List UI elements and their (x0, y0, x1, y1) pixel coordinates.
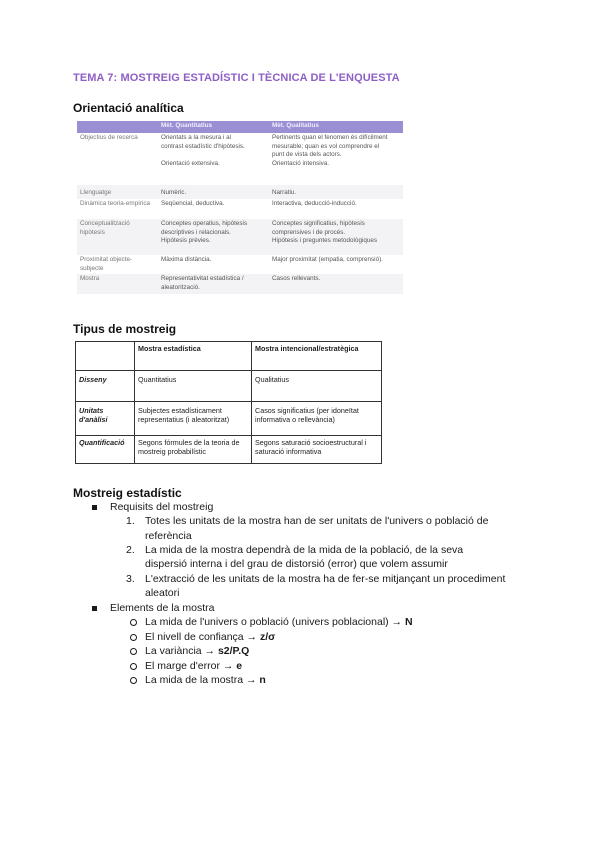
table-row (76, 402, 382, 436)
row-label: Proximitat objecte-subjecte (77, 255, 158, 274)
row-label: Conceptualització hipòtesis (77, 219, 158, 255)
header-cell: Mostra estadística (135, 342, 252, 371)
table-cell: Segons fórmules de la teoria de mostreig probabilístic (135, 436, 252, 464)
table-cell: Representativitat estadística / aleatorització. (158, 274, 269, 294)
list-item: Requisits del mostreig (110, 500, 213, 515)
table-row (76, 371, 382, 402)
row-label: Mostra (77, 274, 158, 294)
table-cell: Qualitatius (252, 371, 382, 402)
list-item-continuation: aleatori (145, 587, 180, 599)
row-label: Quantificació (76, 436, 135, 464)
table-cell: Major proximitat (empatia, comprensió). (269, 255, 403, 274)
heading-orientacio: Orientació analítica (73, 101, 184, 115)
table-row (77, 185, 403, 199)
list-item: 3. L'extracció de les unitats de la mostra ha de fer-se mitjançant un procediment (126, 573, 506, 585)
table-cell: Seqüencial, deductiva. (158, 199, 269, 219)
row-label: Dinàmica teoria-empírica (77, 199, 158, 219)
circle-bullet-icon (130, 677, 137, 684)
table-cell: Numèric. (158, 185, 269, 199)
list-item: El nivell de confiança → z/σ (145, 630, 275, 645)
list-item: La variància → s2/P.Q (145, 644, 249, 659)
table-cell: Narratiu. (269, 185, 403, 199)
circle-bullet-icon (130, 663, 137, 670)
table-header-row (76, 342, 382, 371)
orientation-table (77, 121, 403, 294)
table-cell: Segons saturació socioestructural i saturació informativa (252, 436, 382, 464)
square-bullet-icon (92, 505, 97, 510)
heading-mostreig: Mostreig estadístic (73, 486, 182, 500)
table-row (77, 274, 403, 294)
table-cell: Quantitatius (135, 371, 252, 402)
table-cell: Casos significatius (per idoneïtat informativa o rellevància) (252, 402, 382, 436)
header-cell: Mèt. Qualitatius (269, 121, 403, 133)
list-item-continuation: referència (145, 530, 192, 542)
table-header-row (77, 121, 403, 133)
table-row (77, 199, 403, 219)
header-cell (76, 342, 135, 371)
table-cell: Subjectes estadísticament representatius (i aleatoritzat) (135, 402, 252, 436)
table-cell: Pertinents quan el fenomen és difícilment mesurable; quan es vol comprendre el punt de vista dels actors. Orientació intensiva. (269, 133, 403, 185)
circle-bullet-icon (130, 634, 137, 641)
circle-bullet-icon (130, 648, 137, 655)
list-item: El marge d'error → e (145, 659, 242, 674)
table-cell: Orientats a la mesura i al contrast estadístic d'hipòtesis. Orientació extensiva. (158, 133, 269, 185)
header-cell (77, 121, 158, 133)
table-cell: Casos rellevants. (269, 274, 403, 294)
header-cell: Mostra intencional/estratègica (252, 342, 382, 371)
header-cell: Mèt. Quantitatius (158, 121, 269, 133)
table-cell: Conceptes significatius, hipòtesis comprensives i de procés. Hipòtesis i preguntes metodològiques (269, 219, 403, 255)
list-item: 2. La mida de la mostra dependrà de la mida de la població, de la seva (126, 544, 464, 556)
list-item: La mida de l'univers o població (univers poblacional) → N (145, 615, 413, 630)
table-row (77, 255, 403, 274)
row-label: Llenguatge (77, 185, 158, 199)
table-row (77, 133, 403, 185)
square-bullet-icon (92, 606, 97, 611)
table-row (77, 219, 403, 255)
heading-tipus: Tipus de mostreig (73, 322, 177, 336)
row-label: Disseny (76, 371, 135, 402)
row-label: Unitats d'anàlisi (76, 402, 135, 436)
table-cell: Màxima distància. (158, 255, 269, 274)
list-item: Elements de la mostra (110, 601, 214, 616)
sampling-types-table (75, 341, 382, 464)
list-item: 1. Totes les unitats de la mostra han de ser unitats de l'univers o població de (126, 515, 489, 527)
table-row (76, 436, 382, 464)
row-label: Objectius de recerca (77, 133, 158, 185)
list-item-continuation: dispersió interna i del grau de distorsió (error) que volem assumir (145, 558, 448, 570)
page-title: TEMA 7: MOSTREIG ESTADÍSTIC I TÈCNICA DE L'ENQUESTA (73, 72, 400, 84)
table-cell: Conceptes operatius, hipòtesis descriptives i relacionals. Hipòtesis prèvies. (158, 219, 269, 255)
circle-bullet-icon (130, 619, 137, 626)
list-item: La mida de la mostra → n (145, 673, 266, 688)
table-cell: Interactiva, deducció-inducció. (269, 199, 403, 219)
